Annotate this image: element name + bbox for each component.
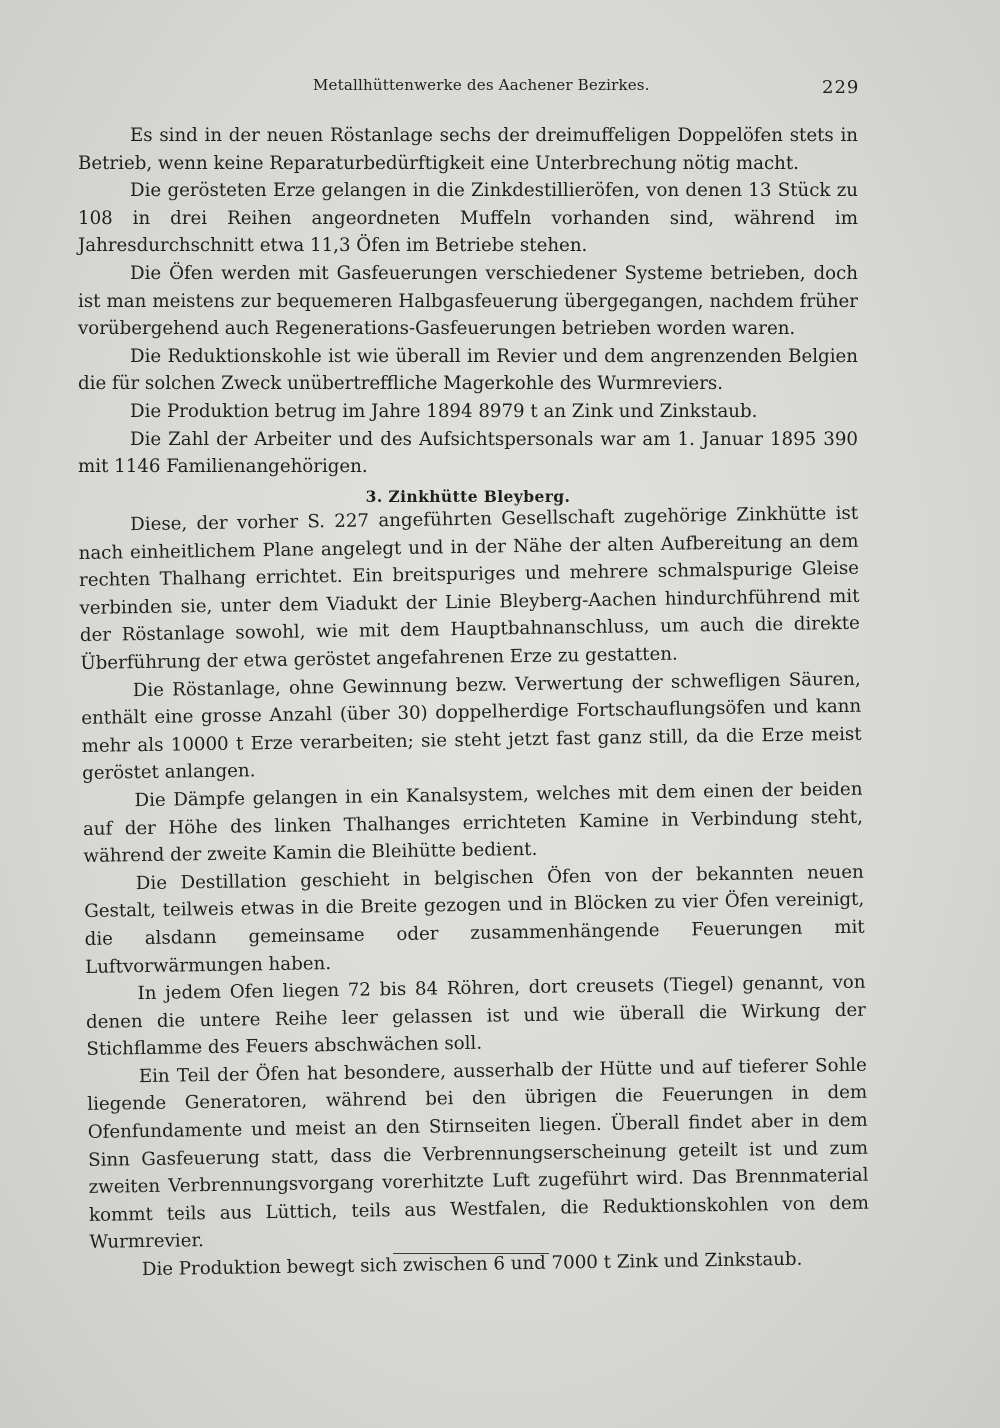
page-number: 229	[822, 77, 860, 98]
paragraph: Die Reduktionskohle ist wie überall im Revier und dem angrenzenden Belgien die für solchen Zweck unübertreffliche Magerkohle des Wurmreviers.	[78, 345, 858, 395]
paragraph: Die Produktion bewegt sich zwischen 6 und 7000 t Zink und Zinkstaub.	[141, 1249, 803, 1281]
body-text	[78, 122, 870, 1285]
end-rule	[393, 1253, 549, 1254]
paragraph: Ein Teil der Öfen hat besondere, ausserhalb der Hütte und auf tieferer Sohle liegende Generatoren, während bei den übrigen die Feuerungen in dem Ofenfundamente und meist an den Stirnseiten liegen. Überall findet aber in dem Sinn Gasfeuerung statt, dass die Verbrennungserscheinung geteilt ist und zum zweiten Verbrennungsvorgang vorerhitzte Luft zugeführt wird. Das Brennmaterial kommt teils aus Lüttich, teils aus Westfalen, die Reduktionskohlen von dem Wurmrevier.	[87, 1054, 870, 1254]
paragraph: Diese, der vorher S. 227 angeführten Gesellschaft zugehörige Zinkhütte ist nach einheitlichem Plane angelegt und in der Nähe der alten Aufbereitung an dem rechten Thalhang errichtet. Ein breitspuriges und mehrere schmalspurige Gleise verbinden sie, unter dem Viadukt der Linie Bleyberg-Aachen hindurchführend mit der Röstanlage sowohl, wie mit dem Hauptbahnanschluss, um auch die direkte Überführung der etwa geröstet angefahrenen Erze zu gestatten.	[78, 503, 861, 675]
paragraph: Die Destillation geschieht in belgischen Öfen von der bekannten neuen Gestalt, teilweis etwas in die Breite gezogen und in Blöcken zu vier Öfen vereinigt, die alsdann gemeinsame oder zusammenhängende Feuerungen mit Luftvorwärmungen haben.	[84, 861, 865, 978]
paragraph: Es sind in der neuen Röstanlage sechs der dreimuffeligen Doppelöfen stets in Betrieb, wenn keine Reparaturbedürftigkeit eine Unterbrechung nötig macht.	[78, 125, 858, 174]
page-header	[0, 76, 1000, 100]
paragraph: Die Röstanlage, ohne Gewinnung bezw. Verwertung der schwefligen Säuren, enthält eine grosse Anzahl (über 30) doppelherdige Fortschauflungsöfen und kann mehr als 10000 t Erze verarbeiten; sie steht jetzt fast ganz still, da die Erze meist geröstet anlangen.	[81, 668, 862, 785]
section-heading: 3. Zinkhütte Bleyberg.	[365, 486, 571, 506]
paragraph: Die gerösteten Erze gelangen in die Zinkdestillieröfen, von denen 13 Stück zu 108 in drei Reihen angeordneten Muffeln vorhanden sind, während im Jahresdurchschnitt etwa 11,3 Öfen im Betriebe stehen.	[78, 180, 858, 257]
paragraph: Die Zahl der Arbeiter und des Aufsichtspersonals war am 1. Januar 1895 390 mit 1146 Familienangehörigen.	[78, 428, 858, 478]
paragraph: In jedem Ofen liegen 72 bis 84 Röhren, dort creusets (Tiegel) genannt, von denen die untere Reihe leer gelassen ist und wie überall die Wirkung der Stichflamme des Feuers abschwächen soll.	[85, 972, 867, 1061]
paragraph: Die Öfen werden mit Gasfeuerungen verschiedener Systeme betrieben, doch ist man meistens zur bequemeren Halbgasfeuerung übergegangen, nachdem früher vorübergehend auch Regenerations-Gasfeuerungen betrieben worden waren.	[78, 262, 858, 340]
section-bleyberg	[78, 500, 870, 1285]
paragraph: Die Produktion betrug im Jahre 1894 8979 t an Zink und Zinkstaub.	[130, 400, 758, 422]
paragraph: Die Dämpfe gelangen in ein Kanalsystem, welches mit dem einen der beiden auf der Höhe des linken Thalhanges errichteten Kamine in Verbindung steht, während der zweite Kamin die Bleihütte bedient.	[82, 778, 864, 868]
running-title: Metallhüttenwerke des Aachener Bezirkes.	[313, 76, 650, 94]
